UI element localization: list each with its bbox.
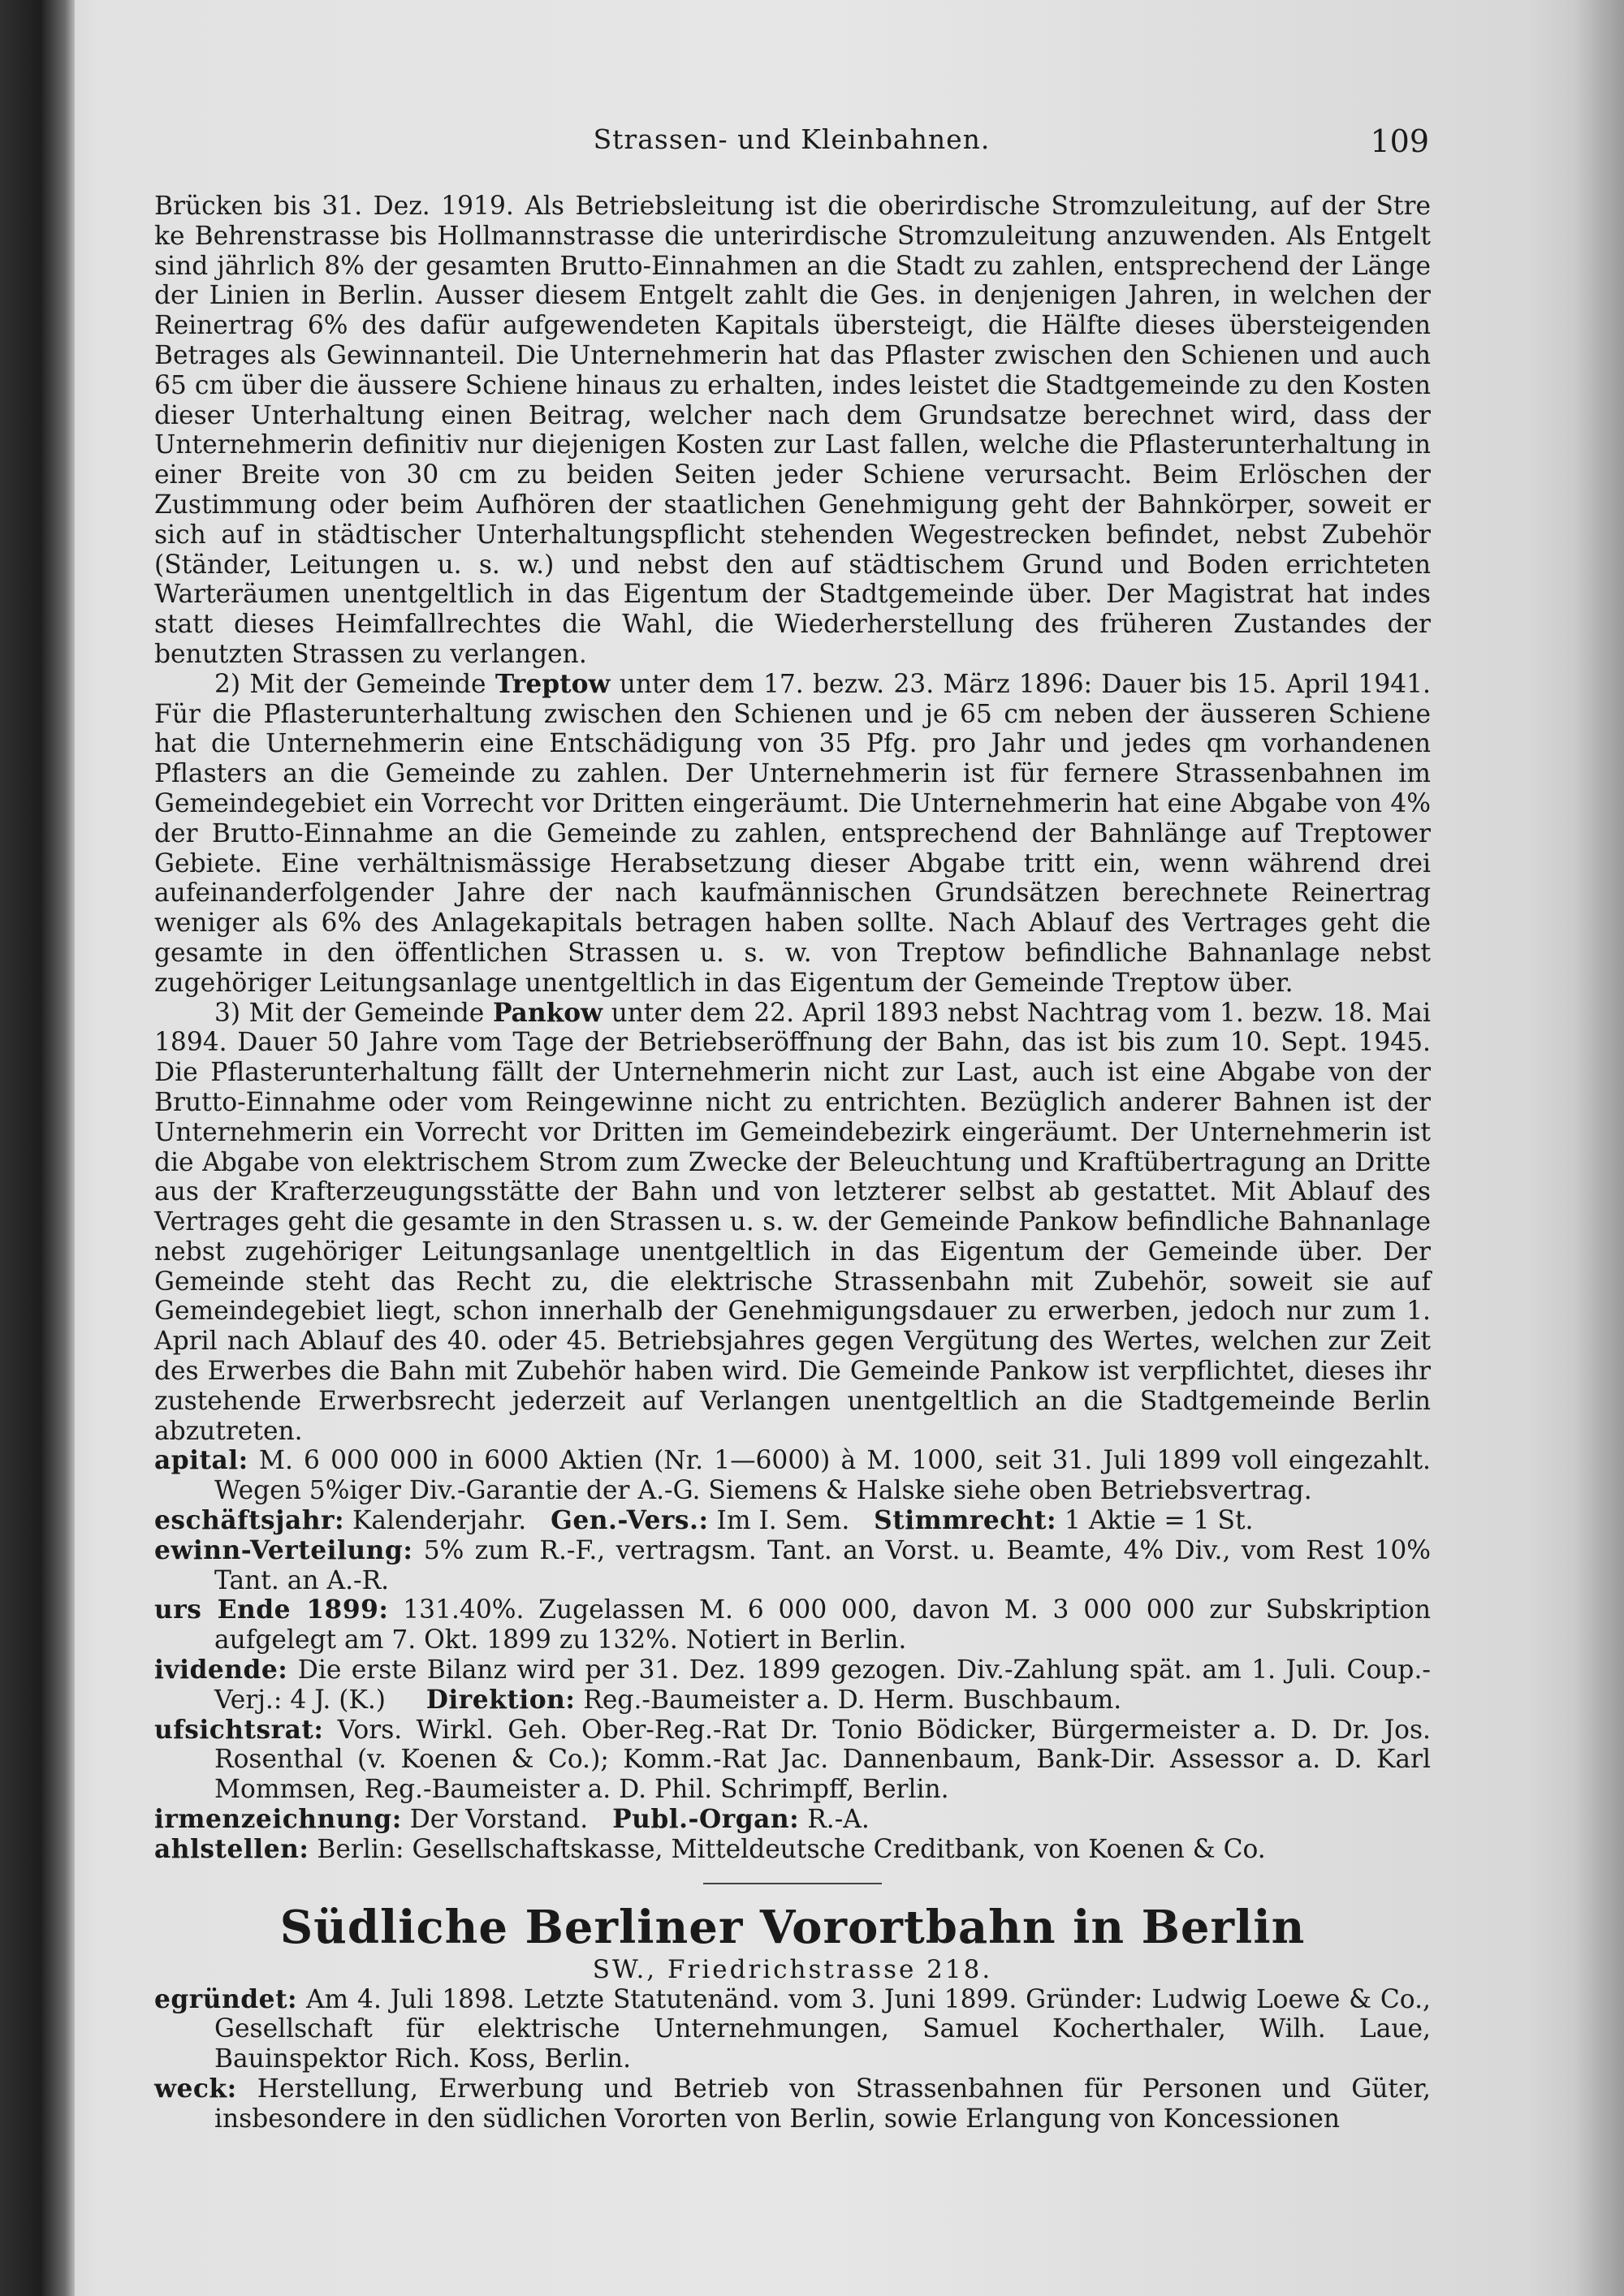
section-divider	[703, 1883, 882, 1884]
page-content	[154, 192, 1431, 2134]
entry-text: Vors. Wirkl. Geh. Ober-Reg.-Rat Dr. Tonio Bödicker, Bürgermeister a. D. Dr. Jos. Rosenthal (v. Koenen & Co.); Komm.-Rat Jac. Dannenbaum, Bank-Dir. Assessor a. D. Karl Mommsen, Reg.-Baumeister a. D. Phil. Schrimpff, Berlin.	[214, 1715, 1431, 1805]
entry-text: 5% zum R.-F., vertragsm. Tant. an Vorst. u. Beamte, 4% Div., vom Rest 10% Tant. an A.-R.	[214, 1535, 1431, 1595]
entry-label: Stimmrecht:	[874, 1506, 1057, 1536]
paragraph-treptow	[154, 670, 1431, 999]
place-name: Treptow	[495, 669, 611, 699]
entry-text: Reg.-Baumeister a. D. Herm. Buschbaum.	[583, 1685, 1122, 1715]
entry-gewinn-verteilung	[154, 1536, 1431, 1596]
entry-text: Am 4. Juli 1898. Letzte Statutenänd. vom 3. Juni 1899. Gründer: Ludwig Loewe & Co., Gesellschaft für elektrische Unternehmungen, Samuel Kocherthaler, Wilh. Laue, Bauinspektor Rich. Koss, Berlin.	[214, 1984, 1431, 2074]
paragraph-text: unter dem 22. April 1893 nebst Nachtrag vom 1. bezw. 18. Mai 1894. Dauer 50 Jahre vom Tage der Betriebseröffnung der Bahn, das ist bis zum 10. Sept. 1945. Die Pflasterunterhaltung fällt der Unternehmerin nicht zur Last, auch ist eine Abgabe von der Brutto-Einnahme oder vom Reingewinne nicht zu entrichten. Bezüglich anderer Bahnen ist der Unternehmerin ein Vorrecht vor Dritten im Gemeindebezirk eingeräumt. Der Unternehmerin ist die Abgabe von elektrischem Strom zum Zwecke der Beleuchtung und Kraftübertragung an Dritte aus der Krafterzeugungsstätte der Bahn und von letzterer selbst ab gestattet. Mit Ablauf des Vertrages geht die gesamte in den Strassen u. s. w. der Gemeinde Pankow befindliche Bahnanlage nebst zugehöriger Leitungsanlage unentgeltlich in das Eigentum der Gemeinde über. Der Gemeinde steht das Recht zu, die elektrische Strassenbahn mit Zubehör, soweit sie auf Gemeindegebiet liegt, schon innerhalb der Genehmigungsdauer zu erwerben, jedoch nur zum 1. April nach Ablauf des 40. oder 45. Betriebsjahres gegen Vergütung des Wertes, welchen zur Zeit des Erwerbes die Bahn mit Zubehör haben wird. Die Gemeinde Pankow ist verpflichtet, dieses ihr zustehende Erwerbsrecht jederzeit auf Verlangen unentgeltlich an die Stadtgemeinde Berlin abzutreten.	[154, 998, 1431, 1446]
entry-label: egründet:	[154, 1984, 298, 2014]
entry-zweck	[154, 2074, 1431, 2134]
entry-firmenzeichnung	[154, 1805, 1431, 1835]
paragraph-intro: 2) Mit der Gemeinde	[214, 669, 486, 699]
company-address: SW., Friedrichstrasse 218.	[592, 1954, 993, 1984]
entry-label: ewinn-Verteilung:	[154, 1535, 413, 1565]
entry-label: irmenzeichnung:	[154, 1805, 402, 1835]
entry-text: Herstellung, Erwerbung und Betrieb von Strassenbahnen für Personen und Güter, insbesondere in den südlichen Vororten von Berlin, sowie Erlangung von Koncessionen	[214, 2074, 1431, 2134]
company-heading: Südliche Berliner Vorortbahn in Berlin	[279, 1900, 1306, 1954]
entry-label: eschäftsjahr:	[154, 1506, 345, 1536]
entry-label: Gen.-Vers.:	[551, 1506, 709, 1536]
entry-text: Die erste Bilanz wird per 31. Dez. 1899 gezogen. Div.-Zahlung spät. am 1. Juli. Coup.-Verj.: 4 J. (K.)	[214, 1655, 1431, 1715]
entry-label: ividende:	[154, 1655, 288, 1685]
running-title: Strassen- und Kleinbahnen.	[593, 123, 991, 155]
entry-label: Publ.-Organ:	[612, 1805, 800, 1835]
entry-kapital	[154, 1446, 1431, 1506]
book-spine-shadow	[0, 0, 75, 2296]
entry-label: apital:	[154, 1446, 248, 1476]
paragraph-intro: 3) Mit der Gemeinde	[214, 998, 485, 1028]
page-number: 109	[1370, 123, 1429, 159]
entry-text: 131.40%. Zugelassen M. 6 000 000, davon M. 3 000 000 zur Subskription aufgelegt am 7. Okt. 1899 zu 132%. Notiert in Berlin.	[214, 1595, 1431, 1655]
paragraph-text: unter dem 17. bezw. 23. März 1896: Dauer bis 15. April 1941. Für die Pflasterunterhaltung zwischen den Schienen und je 65 cm neben der äusseren Schiene hat die Unternehmerin eine Entschädigung von 35 Pfg. pro Jahr und jedes qm vorhandenen Pflasters an die Gemeinde zu zahlen. Der Unternehmerin ist für fernere Strassenbahnen im Gemeindegebiet ein Vorrecht vor Dritten eingeräumt. Die Unternehmerin hat eine Abgabe von 4% der Brutto-Einnahme an die Gemeinde zu zahlen, entsprechend der Bahnlänge auf Treptower Gebiete. Eine verhältnismässige Herabsetzung dieser Abgabe tritt ein, wenn während drei aufeinanderfolgender Jahre der nach kaufmännischen Grundsätzen berechnete Reinertrag weniger als 6% des Anlagekapitals betragen haben sollte. Nach Ablauf des Vertrages geht die gesamte in den öffentlichen Strassen u. s. w. von Treptow befindliche Bahnanlage nebst zugehöriger Leitungsanlage unentgeltlich in das Eigentum der Gemeinde Treptow über.	[154, 669, 1432, 998]
entry-label: urs Ende 1899:	[154, 1595, 389, 1625]
entry-text: R.-A.	[807, 1805, 870, 1835]
entry-aufsichtsrat	[154, 1716, 1431, 1805]
entry-gegruendet	[154, 1985, 1431, 2074]
entry-kurs	[154, 1595, 1431, 1655]
paragraph-continuation: Brücken bis 31. Dez. 1919. Als Betriebsleitung ist die oberirdische Stromzuleitung, auf der Stre ke Behrenstrasse bis Hollmannstrasse die unterirdische Stromzuleitung anzuwenden. Als Entgelt sind jährlich 8% der gesamten Brutto-Einnahmen an die Stadt zu zahlen, entsprechend der Länge der Linien in Berlin. Ausser diesem Entgelt zahlt die Ges. in denjenigen Jahren, in welchen der Reinertrag 6% des dafür aufgewendeten Kapitals übersteigt, die Hälfte dieses übersteigenden Betrages als Gewinnanteil. Die Unternehmerin hat das Pflaster zwischen den Schienen und auch 65 cm über die äussere Schiene hinaus zu erhalten, indes leistet die Stadtgemeinde zu den Kosten dieser Unterhaltung einen Beitrag, welcher nach dem Grundsatze berechnet wird, dass der Unternehmerin definitiv nur diejenigen Kosten zur Last fallen, welche die Pflasterunterhaltung in einer Breite von 30 cm zu beiden Seiten jeder Schiene verursacht. Beim Erlöschen der Zustimmung oder beim Aufhören der staatlichen Genehmigung geht der Bahnkörper, soweit er sich auf in städtischer Unterhaltungspflicht stehenden Wegestrecken befindet, nebst Zubehör (Ständer, Leitungen u. s. w.) und nebst den auf städtischem Grund und Boden errichteten Warteräumen unentgeltlich in das Eigentum der Stadtgemeinde über. Der Magistrat hat indes statt dieses Heimfallrechtes die Wahl, die Wiederherstellung des früheren Zustandes der benutzten Strassen zu verlangen.	[154, 192, 1431, 669]
page-header	[154, 123, 1429, 162]
entry-text: Kalenderjahr.	[352, 1506, 527, 1536]
entry-text: M. 6 000 000 in 6000 Aktien (Nr. 1—6000) à M. 1000, seit 31. Juli 1899 voll eingezahlt. Wegen 5%iger Div.-Garantie der A.-G. Siemens & Halske siehe oben Betriebsvertrag.	[214, 1446, 1431, 1506]
page-edge-shadow	[1575, 0, 1624, 2296]
entry-label: ahlstellen:	[154, 1834, 309, 1864]
entry-zahlstellen	[154, 1835, 1431, 1865]
entry-text: Berlin: Gesellschaftskasse, Mitteldeutsche Creditbank, von Koenen & Co.	[317, 1834, 1266, 1864]
entry-label: Direktion:	[425, 1685, 576, 1715]
entry-geschaeftsjahr	[154, 1506, 1431, 1536]
paragraph-pankow	[154, 999, 1431, 1447]
entry-text: 1 Aktie = 1 St.	[1065, 1506, 1254, 1536]
place-name: Pankow	[492, 998, 603, 1028]
entry-dividende	[154, 1655, 1431, 1716]
entry-label: ufsichtsrat:	[154, 1715, 324, 1745]
entry-text: Im I. Sem.	[716, 1506, 850, 1536]
entry-text: Der Vorstand.	[409, 1805, 589, 1835]
entry-label: weck:	[154, 2074, 237, 2104]
